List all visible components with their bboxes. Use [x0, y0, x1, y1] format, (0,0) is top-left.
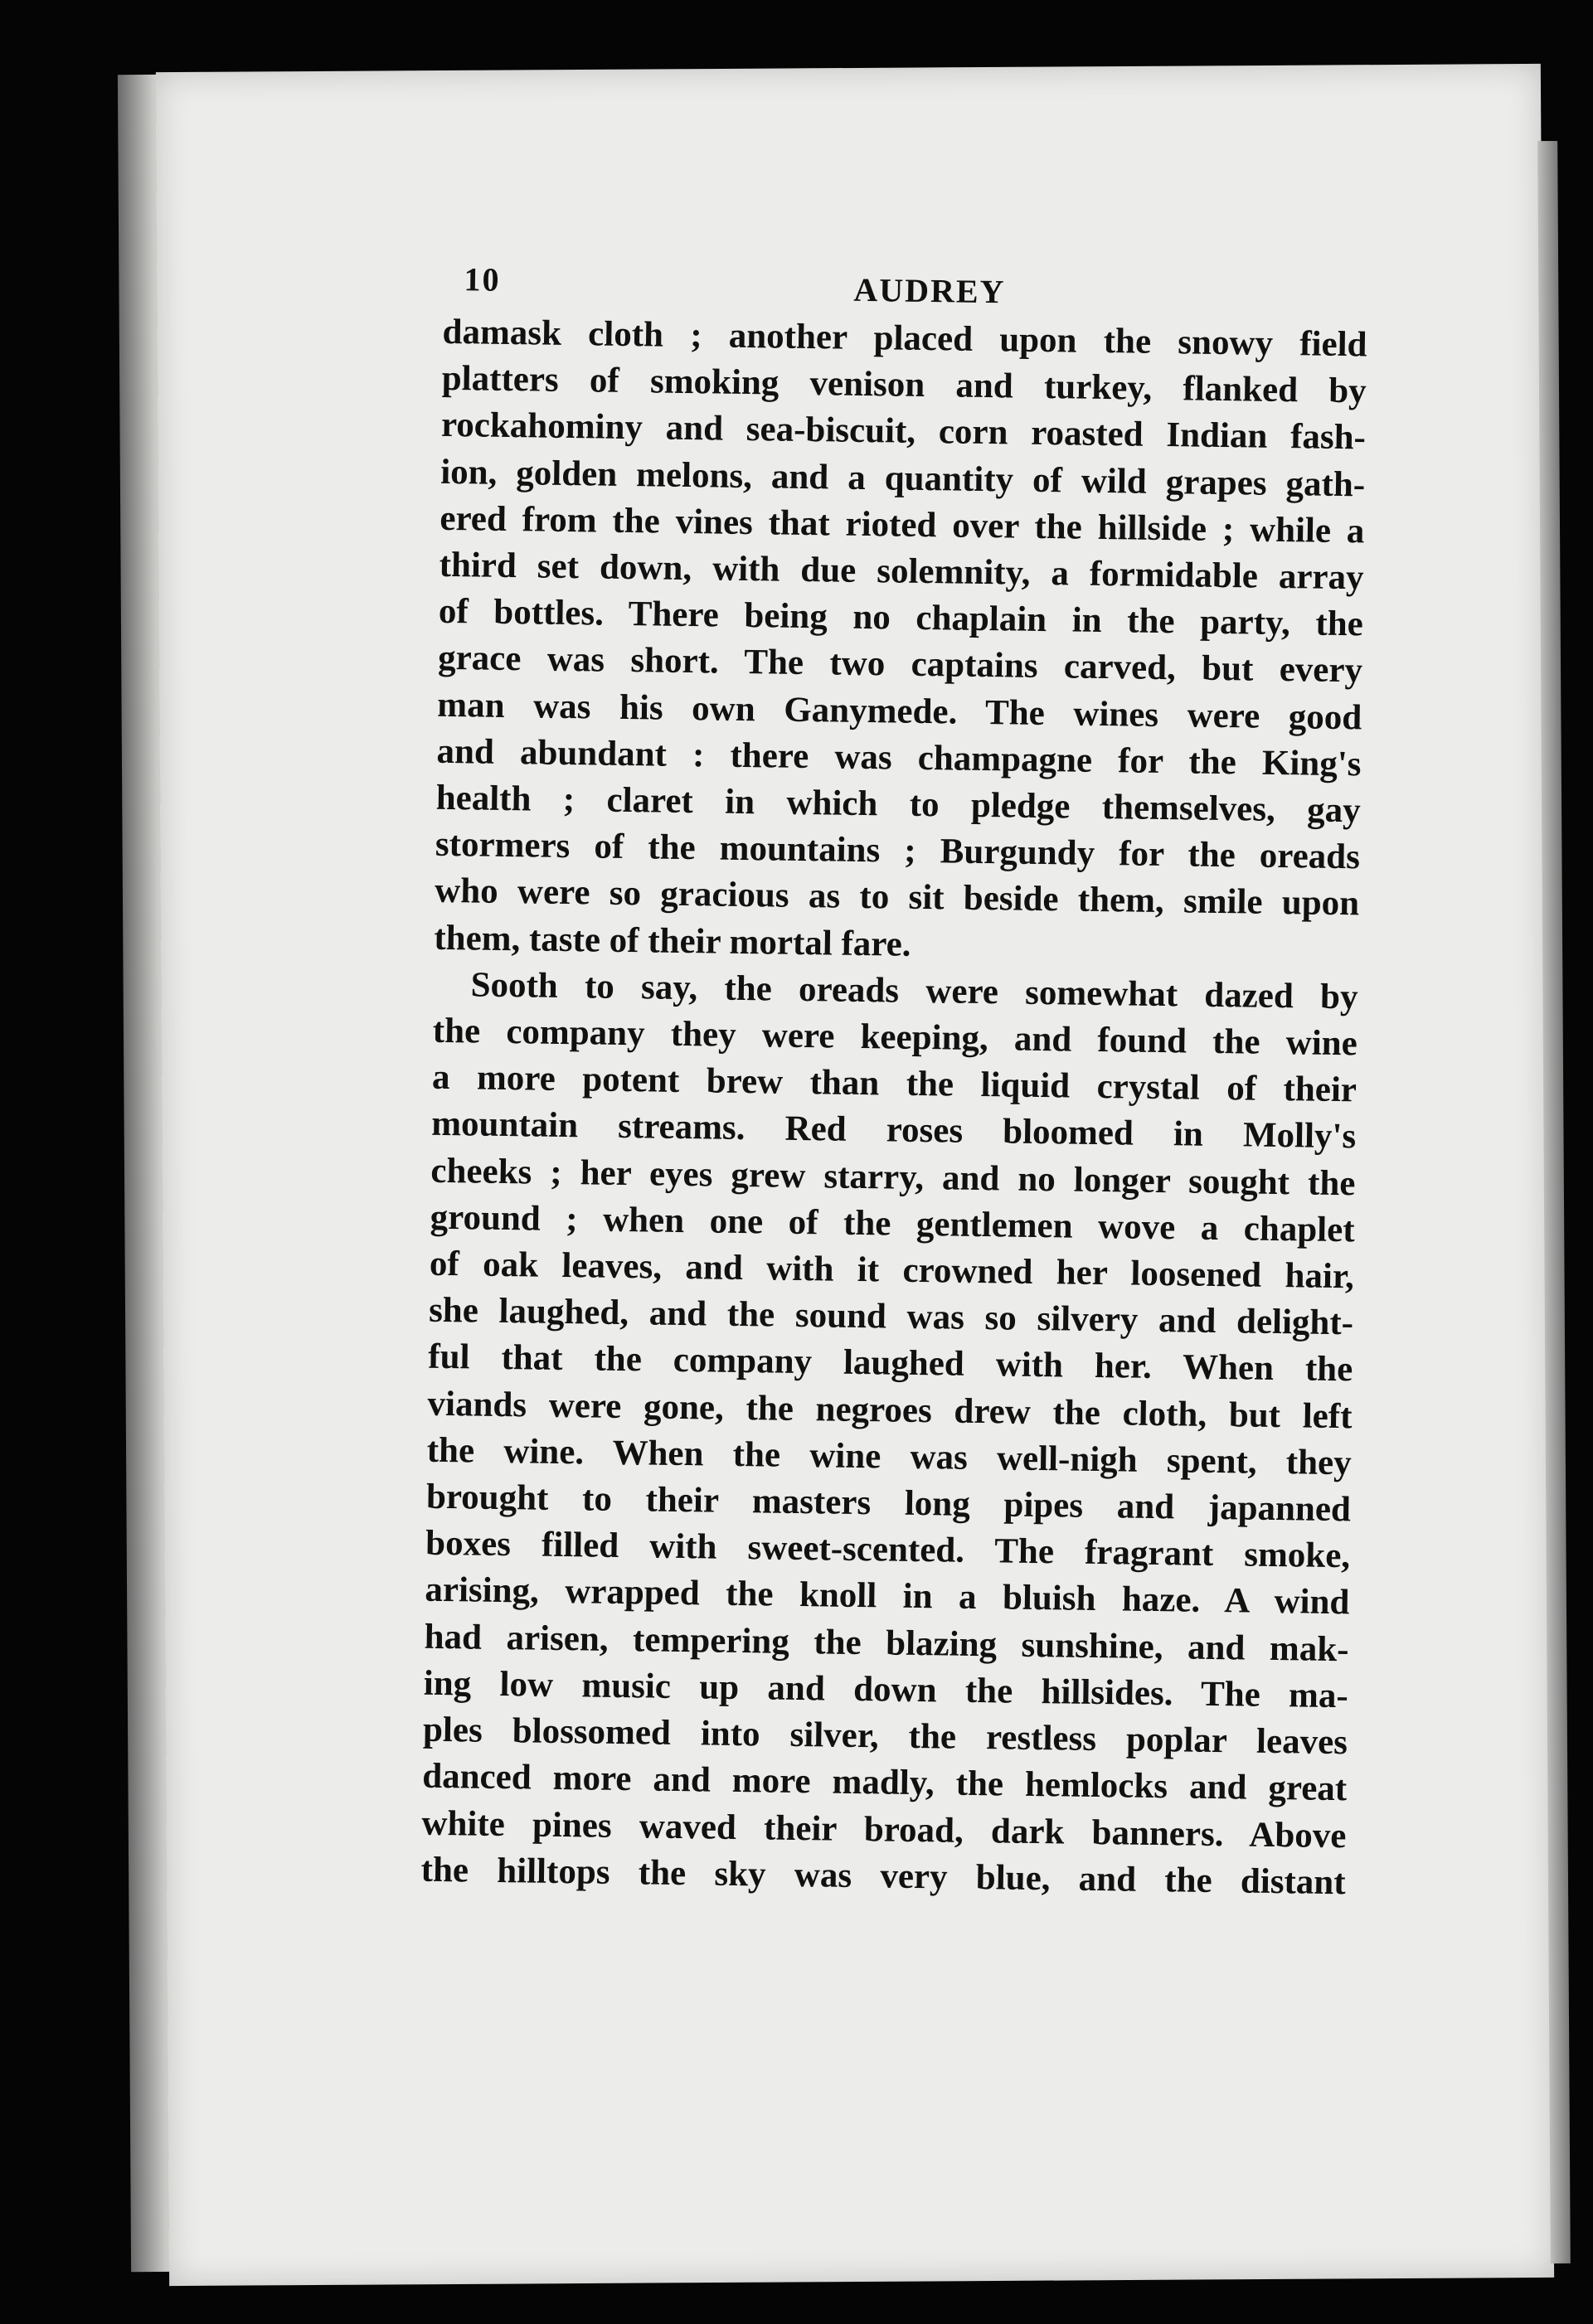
text-line: health ; claret in which to pledge themselves, gay — [435, 778, 1361, 831]
text-line: viands were gone, the negroes drew the cloth, but left — [427, 1384, 1353, 1436]
text-line: man was his own Ganymede. The wines were good — [437, 685, 1362, 737]
text-line: ful that the company laughed with her. When the — [428, 1337, 1353, 1390]
text-line: had arisen, tempering the blazing sunshine, and mak- — [424, 1617, 1349, 1669]
text-line: and abundant : there was champagne for the King's — [436, 731, 1362, 784]
text-line: ered from the vines that rioted over the hillside ; while a — [440, 498, 1365, 551]
text-line: ing low music up and down the hillsides. The ma- — [423, 1663, 1349, 1716]
text-line: the hilltops the sky was very blue, and the distant — [420, 1850, 1346, 1902]
text-line: of bottles. There being no chaplain in the party, the — [438, 592, 1364, 644]
running-head — [273, 249, 1202, 320]
text-line: boxes filled with sweet-scented. The fragrant smoke, — [425, 1523, 1351, 1576]
paragraph — [434, 309, 1367, 974]
text-line: ion, golden melons, and a quantity of wild grapes gath- — [440, 452, 1366, 505]
text-line: ples blossomed into silver, the restless poplar leaves — [422, 1710, 1348, 1763]
text-line: of oak leaves, and with it crowned her loosened hair, — [429, 1244, 1355, 1297]
text-line: them, taste of their mortal fare. — [434, 918, 911, 964]
text-line: danced more and more madly, the hemlocks and great — [421, 1756, 1348, 1809]
text-line: white pines waved their broad, dark banners. Above — [421, 1803, 1347, 1856]
text-line: the wine. When the wine was well-nigh spent, they — [426, 1430, 1353, 1483]
text-line: she laughed, and the sound was so silvery and delight- — [428, 1291, 1354, 1343]
text-line: brought to their masters long pipes and japanned — [425, 1477, 1352, 1530]
text-line: stormers of the mountains ; Burgundy for the oreads — [435, 825, 1361, 877]
text-line: damask cloth ; another placed upon the snowy field — [442, 312, 1367, 365]
body-text — [420, 309, 1367, 1906]
text-line: third set down, with due solemnity, a formidable array — [439, 545, 1364, 598]
text-line: mountain streams. Red roses bloomed in Molly's — [430, 1104, 1357, 1157]
text-line: a more potent brew than the liquid crystal of their — [431, 1058, 1357, 1110]
text-line: cheeks ; her eyes grew starry, and no longer sought the — [430, 1151, 1356, 1203]
running-head-title: AUDREY — [853, 270, 1006, 311]
page-number: 10 — [464, 260, 501, 298]
text-line: rockahominy and sea-biscuit, corn roasted Indian fash- — [440, 405, 1367, 458]
text-line: ground ; when one of the gentlemen wove a chaplet — [430, 1197, 1355, 1250]
text-line: who were so gracious as to sit beside them, smile upon — [434, 871, 1360, 924]
page-content — [250, 249, 1367, 1904]
text-line: Sooth to say, the oreads were somewhat dazed by — [470, 965, 1358, 1017]
text-line: platters of smoking venison and turkey, flanked by — [441, 359, 1367, 411]
paragraph — [420, 962, 1358, 1907]
text-line: grace was short. The two captains carved, but every — [437, 638, 1363, 691]
text-line: the company they were keeping, and found the wine — [432, 1011, 1358, 1064]
text-line: arising, wrapped the knoll in a bluish haze. A wind — [425, 1570, 1350, 1623]
